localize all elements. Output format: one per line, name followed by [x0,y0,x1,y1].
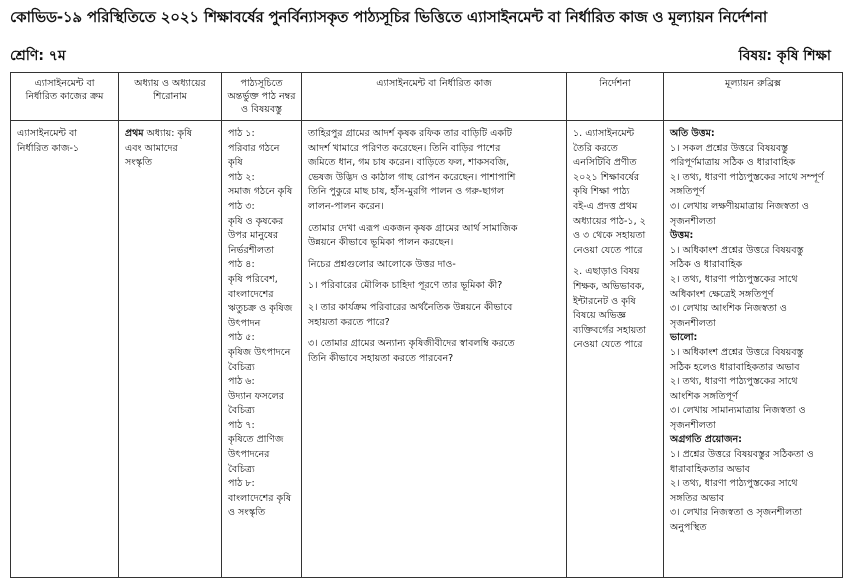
instruction-line: তৈরি করতে [573,142,618,154]
assignment-table [10,72,843,578]
header-chapter [119,73,222,121]
header-task: এ্যাসাইনমেন্ট বা নির্ধারিত কাজ [302,73,567,121]
instruction-line: বিষয়ে অভিজ্ঞ [573,310,626,322]
task-line: ৩। তোমার গ্রামের অন্যান্য কৃষিজীবীদের স্বাবলম্বি করতে [308,338,515,350]
instruction-line: বই-এ প্রদত্ত প্রথম [573,200,638,212]
rubric-line: সঠিক ও ধারাবাহিক [670,259,743,271]
header-line: পাঠ্যসূচিতে [240,78,283,89]
cell-lessons [222,121,302,578]
instruction-line: ২. এছাড়াও বিষয় [573,266,640,278]
lesson-line: কৃষি পরিবেশ, [228,273,278,285]
rubric-line: ৩। লেখায় লক্ষণীয়মাত্রায় নিজস্বতা ও [670,200,809,212]
rubric-line: সৃজনশীলতা [670,317,716,329]
assignment-line: নির্ধারিত কাজ-১ [17,142,80,154]
lesson-line: পরিবার গঠনে [228,142,280,154]
task-line: সহায়তা করতে পারে? [308,316,390,328]
lesson-line: বাংলাদেশের কৃষি [228,492,292,504]
instruction-line: ও ৩ থেকে সহায়তা [573,230,646,242]
rubric-line: অনুপস্থিত [670,522,707,534]
rubric-line: ৩। লেখার নিজস্বতা ও সৃজনশীলতা [670,507,803,519]
rubric-line: পরিপূর্ণমাত্রায় সঠিক ও ধারাবাহিক [670,157,796,169]
lesson-line: কৃষিতে প্রাণিজ [228,434,284,446]
lesson-line: কৃষি ও কৃষকের [228,215,284,227]
task-line: উন্নয়নে কীভাবে ভূমিকা পালন করছেন। [308,237,454,249]
lesson-line: বৈচিত্র্য [228,405,255,417]
class-label: শ্রেণি: ৭ম [10,48,66,64]
task-line: ভেষজ উদ্ভিদ ও কাঠাল গাছ রোপন করেছেন। পাশাপাশি [308,171,516,183]
instruction-line: ইন্টারনেট ও কৃষি [573,295,636,307]
cell-instructions [567,121,664,578]
rubric-heading: ভালো: [670,332,698,344]
rubric-line: সৃজনশীলতা [670,215,716,227]
cell-rubrics [664,121,843,578]
chapter-line: এবং আমাদের [125,142,178,154]
subject-label: বিষয়: কৃষি শিক্ষা [738,48,831,64]
assignment-line: এ্যাসাইনমেন্ট বা [17,128,78,139]
task-line: লালন-পালন করেন। [308,200,384,212]
rubric-line: ২। তথ্য, ধারণা পাঠ্যপুস্তকের সাথে [670,273,798,285]
rubric-line: ৩। লেখায় আংশিক নিজস্বতা ও [670,303,787,315]
lesson-line: ঋতুচক্র ও কৃষিজ [228,303,293,315]
lesson-line: পাঠ ৭: [228,419,255,431]
header-line: অধ্যায় ও অধ্যায়ের [134,78,206,89]
rubric-line: ১। সকল প্রশ্নের উত্তরে বিষয়বস্তু [670,142,788,154]
table-row [11,121,843,578]
instruction-line: অধ্যায়ের পাঠ-১, ২ [573,215,646,227]
rubric-line: সঙ্গতির অভাব [670,492,725,504]
lesson-line: কৃষি [228,157,243,169]
task-line: তিনি পুকুরে মাছ চাষ, হাঁস-মুরগি পালন ও গরু-ছাগল [308,186,505,198]
header-line: শিরোনাম [153,91,187,102]
lesson-line: উপর মানুষের [228,230,279,242]
instruction-line: এনসিটিবি প্রণীত [573,157,637,169]
rubric-line: সঠিক হলেও ধারাবাহিকতার অভাব [670,361,800,373]
chapter-title: অধ্যায়: কৃষি [143,128,193,139]
header-line: ও বিষয়বস্তু [241,104,282,115]
cell-chapter [119,121,222,578]
rubric-line: ২। তথ্য, ধারণা পাঠ্যপুস্তকের সাথে [670,376,798,388]
task-line: ১। পরিবারের মৌলিক চাহিদা পূরণে তার ভূমিকা কী? [308,280,503,292]
chapter-ordinal: প্রথম [125,128,144,139]
lesson-line: বাংলাদেশের [228,288,274,300]
lesson-line: সমাজ গঠনে কৃষি [228,186,293,198]
rubric-line: অধিকাংশ ক্ষেত্রেই সঙ্গতিপূর্ণ [670,288,774,300]
header-lessons [222,73,302,121]
chapter-line: সংস্কৃতি [125,157,153,169]
paragraph-gap [573,258,657,265]
task-line: নিচের প্রশ্নগুলোর আলোকে উত্তর দাও- [308,258,456,270]
cell-assignment-no [11,121,119,578]
task-line: তিনি কীভাবে সহায়তা করতে পারবেন? [308,352,454,364]
task-line: জমিতে ধান, গম চাষ করেন। বাড়িতে ফল, শাকসবজি, [308,157,510,169]
header-instructions: নির্দেশনা [567,73,664,121]
header-assignment-no [11,73,119,121]
table-header-row [11,73,843,121]
task-line: আদর্শ খামারে পরিণত করেছেন। তিনি বাড়ির পাশের [308,142,501,154]
task-line: তাহিরপুর গ্রামের আদর্শ কৃষক রফিক তার বাড়িটি একটি [308,128,512,139]
rubric-heading: অতি উত্তম: [670,128,715,139]
lesson-line: পাঠ ৪: [228,259,255,271]
rubric-heading: উত্তম: [670,230,694,242]
rubric-line: ১। প্রশ্নের উত্তরে বিষয়বস্তুর সঠিকতা ও [670,449,814,461]
header-line: এ্যাসাইনমেন্ট বা [34,78,95,89]
rubric-line: ১। অধিকাংশ প্রশ্নের উত্তরে বিষয়বস্তু [670,346,804,358]
instruction-line: ১. এ্যাসাইনমেন্ট [573,128,635,139]
cell-task [302,121,567,578]
rubric-line: সঙ্গতিপূর্ণ [670,186,705,198]
header-line: নির্ধারিত কাজের ক্রম [25,91,104,102]
instruction-line: ২০২১ শিক্ষাবর্ষের [573,171,640,183]
rubric-line: ২। তথ্য, ধারণা পাঠ্যপুস্তকের সাথে [670,478,798,490]
lesson-line: পাঠ ৫: [228,332,255,344]
lesson-line: উদ্যান ফসলের [228,390,284,402]
paragraph-gap [308,251,560,258]
lesson-line: বৈচিত্র্য [228,463,255,475]
lesson-line: পাঠ ২: [228,171,255,183]
header-rubrics: মূল্যায়ন রুব্রিক্স [664,73,843,121]
lesson-line: পাঠ ৮: [228,478,255,490]
lesson-line: পাঠ ৩: [228,200,255,212]
rubric-line: সৃজনশীলতা [670,419,716,431]
lesson-line: উৎপাদন [228,317,261,329]
page-title: কোভিড-১৯ পরিস্থিতিতে ২০২১ শিক্ষাবর্ষের পুনর্বিন্যাসকৃত পাঠ্যসূচির ভিত্তিতে এ্যাসাইনমেন্ট বা নির্ধারিত কাজ ও মূল্যায়ন নির্দেশনা [10,8,768,26]
lesson-line: পাঠ ৬: [228,376,255,388]
rubric-line: ১। অধিকাংশ প্রশ্নের উত্তরে বিষয়বস্তু [670,244,804,256]
task-line: তোমার দেখা এরূপ একজন কৃষক গ্রামের আর্থ সামাজিক [308,222,518,234]
rubric-line: ধারাবাহিকতার অভাব [670,463,750,475]
lesson-line: পাঠ ১: [228,128,255,139]
paragraph-gap [308,330,560,337]
paragraph-gap [308,272,560,279]
header-line: অন্তর্ভুক্ত পাঠ নম্বর [227,91,296,102]
lesson-line: কৃষিজ উৎপাদনে [228,346,291,358]
rubric-line: ২। তথ্য, ধারণা পাঠ্যপুস্তকের সাথে সম্পূর্ণ [670,171,824,183]
rubric-line: ৩। লেখায় সামান্যমাত্রায় নিজস্বতা ও [670,405,806,417]
instruction-line: শিক্ষক, অভিভাবক, [573,280,645,292]
instruction-line: নেওয়া যেতে পারে [573,244,643,256]
instruction-line: ব্যক্তিবর্গের সহায়তা [573,324,647,336]
task-line: ২। তার কার্যক্রম পরিবারের অর্থনৈতিক উন্নয়নে কীভাবে [308,301,513,313]
instruction-line: নেওয়া যেতে পারে [573,339,643,351]
instruction-line: কৃষি শিক্ষা পাঠ্য [573,186,630,198]
chapter-line [125,127,215,142]
lesson-line: বৈচিত্র্য [228,361,255,373]
rubric-line: আংশিক সঙ্গতিপূর্ণ [670,390,738,402]
lesson-line: ও সংস্কৃতি [228,507,266,519]
lesson-line: উৎপাদনের [228,449,270,461]
paragraph-gap [308,215,560,222]
rubric-heading: অগ্রগতি প্রয়োজন: [670,434,742,446]
lesson-line: নির্ভরশীলতা [228,244,274,256]
paragraph-gap [308,294,560,301]
